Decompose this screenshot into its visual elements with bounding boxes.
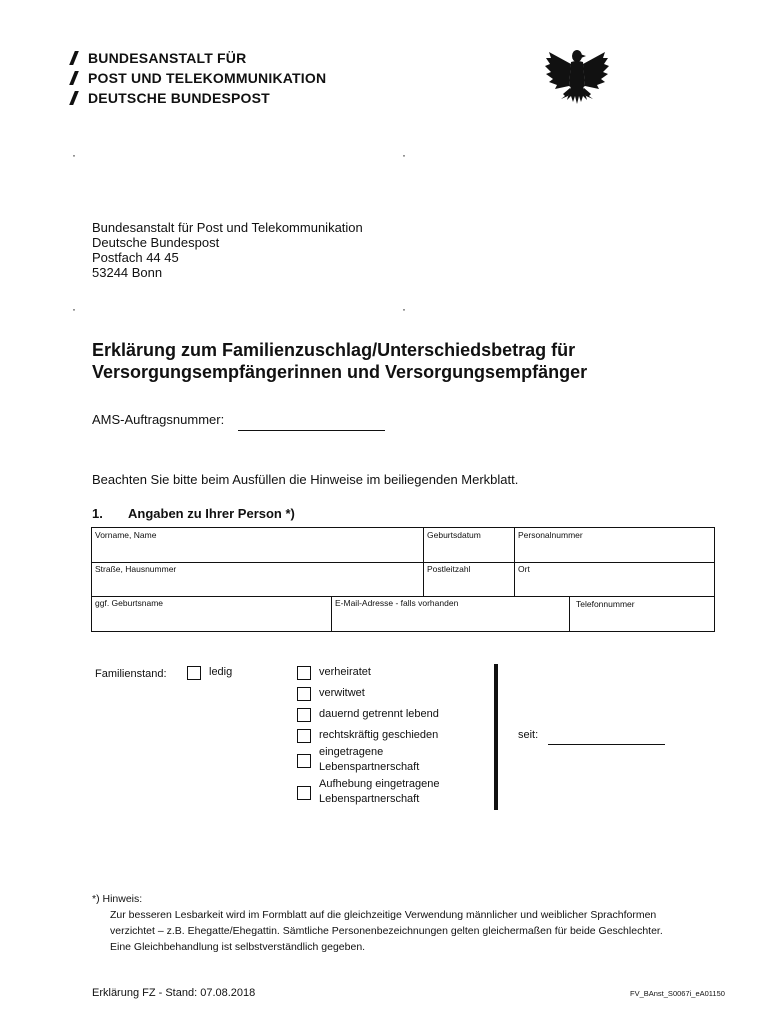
header-line-1: BUNDESANSTALT FÜR [72,50,246,66]
section-heading: Angaben zu Ihrer Person *) [128,506,295,521]
widowed-label: verwitwet [319,687,365,699]
checkbox-divorced[interactable] [297,729,311,743]
birth-name-cell[interactable] [92,596,331,631]
separated-label: dauernd getrennt lebend [319,708,439,720]
birthdate-label: Geburtsdatum [427,530,481,540]
federal-eagle-icon [543,46,611,108]
fold-mark: · [402,302,406,316]
zip-cell[interactable] [423,562,514,596]
vertical-divider [494,664,498,810]
marital-status-label: Familienstand: [95,668,167,680]
address-line: Postfach 44 45 [92,250,179,265]
ams-number-field[interactable] [238,410,385,431]
email-label: E-Mail-Adresse - falls vorhanden [335,598,459,608]
checkbox-widowed[interactable] [297,687,311,701]
fold-mark: · [402,148,406,162]
footnote-marker: *) Hinweis: [92,893,143,905]
checkbox-married[interactable] [297,666,311,680]
checkbox-separated[interactable] [297,708,311,722]
city-cell[interactable] [514,562,714,596]
footer-left: Erklärung FZ - Stand: 07.08.2018 [92,987,256,999]
header-line-2: POST UND TELEKOMMUNIKATION [72,70,326,86]
street-cell[interactable] [92,562,423,596]
slash-mark [69,51,79,65]
partnership-label: eingetragene Lebenspartnerschaft [319,746,420,773]
recipient-address [92,220,363,280]
since-label: seit: [518,729,539,741]
personnel-number-label: Personalnummer [518,530,583,540]
address-line: Bundesanstalt für Post und Telekommunikation [92,220,363,235]
address-line: Deutsche Bundespost [92,235,220,250]
birthdate-cell[interactable] [423,528,514,562]
phone-label: Telefonnummer [576,599,635,609]
person-table [91,527,715,632]
partnership-dissolved-label: Aufhebung eingetragene Lebenspartnerschaft [319,778,440,805]
checkbox-partnership-dissolved[interactable] [297,786,311,800]
ams-label: AMS-Auftragsnummer: [92,412,225,427]
header-line-3: DEUTSCHE BUNDESPOST [72,90,270,106]
email-cell[interactable] [331,596,569,631]
name-cell[interactable] [92,528,423,562]
footer-form-code: FV_BAnst_S0067i_eA01150 [630,989,725,998]
slash-mark [69,91,79,105]
footnote-text: Zur besseren Lesbarkeit wird im Formblatt auf die gleichzeitige Verwendung männlicher und weiblicher Sprachformen verzichtet – z.B. Ehegatte/Ehegattin. Sämtliche Personenbezeichnungen gelten gleichermaßen für beide Geschlechter. Eine Gleichbehandlung ist selbstverständlich gegeben. [110,909,663,953]
phone-cell[interactable] [569,596,714,631]
zip-label: Postleitzahl [427,564,471,574]
section-number: 1. [92,506,103,521]
instruction-text: Beachten Sie bitte beim Ausfüllen die Hinweise im beiliegenden Merkblatt. [92,472,519,487]
city-label: Ort [518,564,530,574]
since-date-field[interactable] [548,728,665,745]
street-label: Straße, Hausnummer [95,564,177,574]
divorced-label: rechtskräftig geschieden [319,729,439,741]
address-line: 53244 Bonn [92,265,163,280]
checkbox-single[interactable] [187,666,201,680]
single-label: ledig [209,666,233,678]
fold-mark: · [72,302,76,316]
name-label: Vorname, Name [95,530,157,540]
personnel-number-cell[interactable] [514,528,714,562]
married-label: verheiratet [319,666,371,678]
fold-mark: · [72,148,76,162]
checkbox-partnership[interactable] [297,754,311,768]
birth-name-label: ggf. Geburtsname [95,598,164,608]
form-title: Erklärung zum Familienzuschlag/Unterschiedsbetrag für Versorgungsempfängerinnen und Versorgungsempfänger [92,340,588,382]
slash-mark [69,71,79,85]
